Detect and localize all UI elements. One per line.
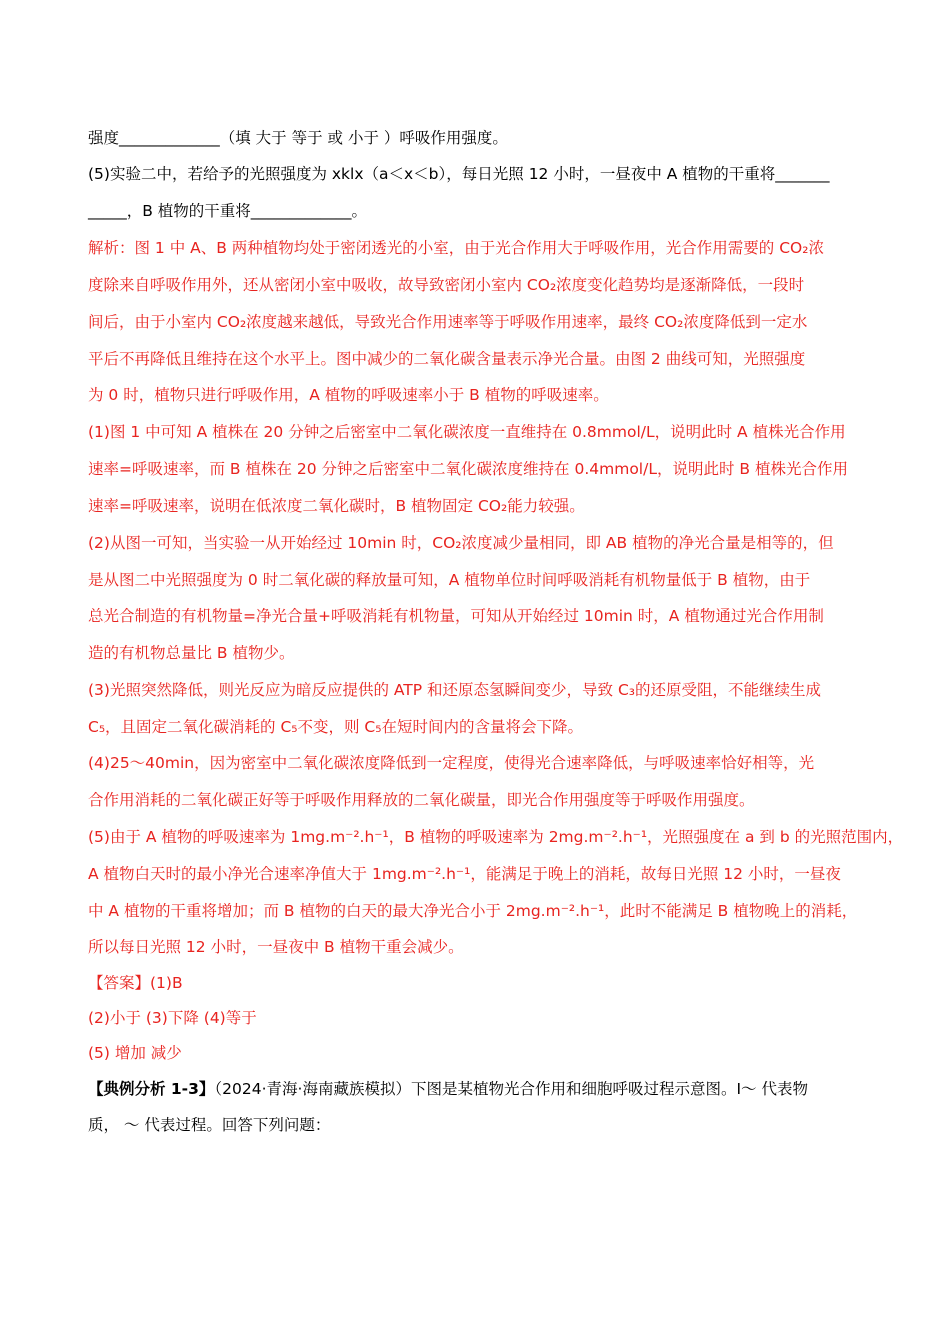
question-line: _____，B 植物的干重将_____________。 [88, 202, 368, 220]
analysis-line: 所以每日光照 12 小时，一昼夜中 B 植物干重会减少。 [88, 938, 464, 956]
analysis-line: 间后，由于小室内 CO₂浓度越来越低，导致光合作用速率等于呼吸作用速率，最终 CO₂浓度降低到一定水 [88, 313, 808, 331]
analysis-line: 解析：图 1 中 A、B 两种植物均处于密闭透光的小室，由于光合作用大于呼吸作用，光合作用需要的 CO₂浓 [88, 239, 824, 257]
example-line [88, 1078, 808, 1100]
answer-line: (5) 增加 减少 [88, 1044, 182, 1062]
analysis-line: A 植物白天时的最小净光合速率净值大于 1mg.m⁻².h⁻¹，能满足于晚上的消耗，故每日光照 12 小时，一昼夜 [88, 865, 841, 883]
analysis-line: C₅，且固定二氧化碳消耗的 C₅不变，则 C₅在短时间内的含量将会下降。 [88, 718, 583, 736]
answer-line: 【答案】(1)B [88, 974, 183, 992]
example-text: （2024·青海·海南藏族模拟）下图是某植物光合作用和细胞呼吸过程示意图。I～ 代表物 [214, 1080, 808, 1098]
analysis-line: (4)25～40min，因为密室中二氧化碳浓度降低到一定程度，使得光合速率降低，与呼吸速率恰好相等，光 [88, 754, 815, 772]
analysis-line: 平后不再降低且维持在这个水平上。图中减少的二氧化碳含量表示净光合量。由图 2 曲线可知，光照强度 [88, 350, 806, 368]
question-line: (5)实验二中，若给予的光照强度为 xklx（a＜x＜b），每日光照 12 小时，一昼夜中 A 植物的干重将_______ [88, 165, 830, 183]
analysis-line: 度除来自呼吸作用外，还从密闭小室中吸收，故导致密闭小室内 CO₂浓度变化趋势均是逐渐降低，一段时 [88, 276, 805, 294]
example-tag: 【典例分析 1-3】 [88, 1080, 215, 1098]
answer-line: (2)小于 (3)下降 (4)等于 [88, 1009, 257, 1027]
analysis-line: 速率=呼吸速率，说明在低浓度二氧化碳时，B 植物固定 CO₂能力较强。 [88, 497, 585, 515]
analysis-line: (1)图 1 中可知 A 植株在 20 分钟之后密室中二氧化碳浓度一直维持在 0.8mmol/L，说明此时 A 植株光合作用 [88, 423, 846, 441]
analysis-line: (5)由于 A 植物的呼吸速率为 1mg.m⁻².h⁻¹，B 植物的呼吸速率为 2mg.m⁻².h⁻¹，光照强度在 a 到 b 的光照范围内， [88, 828, 904, 846]
analysis-line: 为 0 时，植物只进行呼吸作用，A 植物的呼吸速率小于 B 植物的呼吸速率。 [88, 386, 609, 404]
analysis-line: 中 A 植物的干重将增加；而 B 植物的白天的最大净光合小于 2mg.m⁻².h⁻¹，此时不能满足 B 植物晚上的消耗， [88, 902, 858, 920]
example-line: 质， ～ 代表过程。回答下列问题： [88, 1116, 331, 1134]
question-line: 强度_____________（填 大于 等于 或 小于 ）呼吸作用强度。 [88, 129, 508, 147]
analysis-line: 合作用消耗的二氧化碳正好等于呼吸作用释放的二氧化碳量，即光合作用强度等于呼吸作用强度。 [88, 791, 755, 809]
analysis-line: 总光合制造的有机物量=净光合量+呼吸消耗有机物量，可知从开始经过 10min 时，A 植物通过光合作用制 [88, 607, 824, 625]
analysis-line: 造的有机物总量比 B 植物少。 [88, 644, 295, 662]
analysis-line: (2)从图一可知，当实验一从开始经过 10min 时，CO₂浓度减少量相同，即 AB 植物的净光合量是相等的，但 [88, 534, 834, 552]
analysis-line: 速率=呼吸速率，而 B 植株在 20 分钟之后密室中二氧化碳浓度维持在 0.4mmol/L，说明此时 B 植株光合作用 [88, 460, 848, 478]
analysis-line: 是从图二中光照强度为 0 时二氧化碳的释放量可知，A 植物单位时间呼吸消耗有机物量低于 B 植物，由于 [88, 571, 811, 589]
analysis-line: (3)光照突然降低，则光反应为暗反应提供的 ATP 和还原态氢瞬间变少，导致 C₃的还原受阻，不能继续生成 [88, 681, 821, 699]
